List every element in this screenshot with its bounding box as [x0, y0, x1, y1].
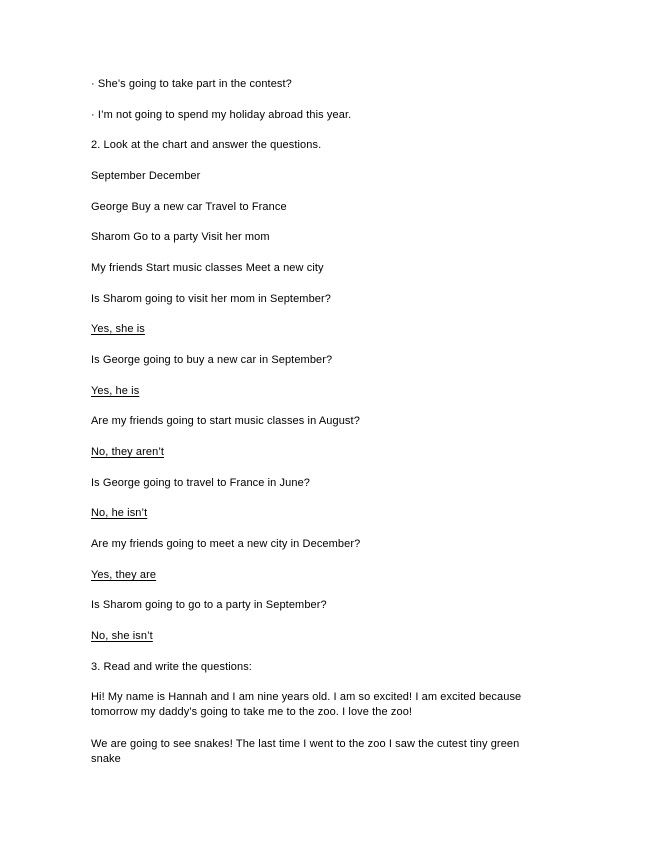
section-heading: 2. Look at the chart and answer the questions.: [91, 139, 322, 151]
answer: No, she isn’t: [91, 630, 153, 642]
question: Is George going to travel to France in June?: [91, 477, 311, 489]
paragraph: Hi! My name is Hannah and I am nine years old. I am so excited! I am excited because tomorrow my daddy’s going to take me to the zoo. I love the zoo!: [91, 691, 522, 718]
answer: Yes, she is: [91, 323, 145, 335]
question: Is Sharom going to go to a party in September?: [91, 599, 327, 611]
question: Is Sharom going to visit her mom in September?: [91, 293, 331, 305]
chart-row: September December: [91, 170, 201, 182]
answer: Yes, they are: [91, 569, 157, 581]
paragraph: We are going to see snakes! The last time I went to the zoo I saw the cutest tiny green snake: [91, 738, 520, 765]
chart-row: My friends Start music classes Meet a new city: [91, 262, 324, 274]
question: Are my friends going to start music classes in August?: [91, 415, 360, 427]
chart-row: George Buy a new car Travel to France: [91, 201, 287, 213]
chart-row: Sharom Go to a party Visit her mom: [91, 231, 270, 243]
question: Is George going to buy a new car in September?: [91, 354, 333, 366]
answer: Yes, he is: [91, 385, 140, 397]
answer: No, they aren’t: [91, 446, 165, 458]
bullet-line: · I’m not going to spend my holiday abroad this year.: [91, 109, 352, 121]
question: Are my friends going to meet a new city in December?: [91, 538, 361, 550]
section-heading: 3. Read and write the questions:: [91, 661, 252, 673]
bullet-line: · She’s going to take part in the contest?: [91, 78, 292, 90]
answer: No, he isn’t: [91, 507, 148, 519]
